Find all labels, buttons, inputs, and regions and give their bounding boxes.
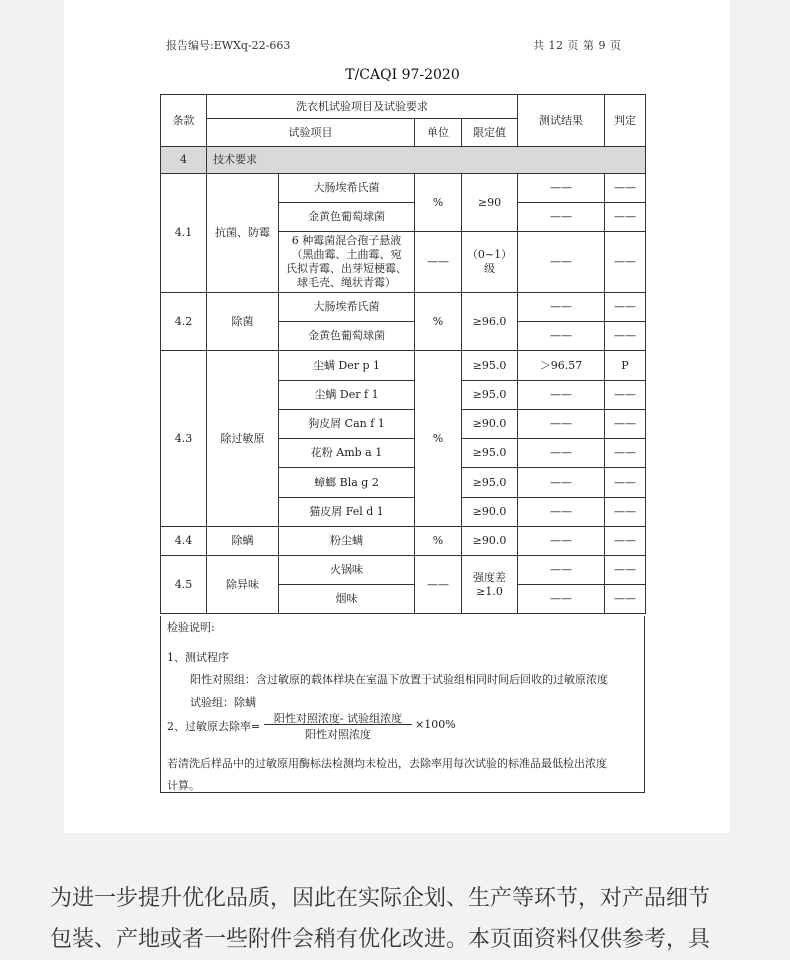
test-item: 粉尘螨 xyxy=(279,527,415,556)
table-header-row xyxy=(161,95,646,119)
verdict-cell: —— xyxy=(605,527,646,556)
item-header: 试验项目 xyxy=(207,119,415,147)
result-cell: —— xyxy=(518,585,605,614)
page-info: 共 12 页 第 9 页 xyxy=(533,39,622,52)
test-item: 花粉 Amb a 1 xyxy=(279,439,415,468)
test-item: 狗皮屑 Can f 1 xyxy=(279,410,415,439)
footer-disclaimer xyxy=(50,878,750,960)
verdict-cell: —— xyxy=(605,203,646,232)
verdict-cell: —— xyxy=(605,468,646,498)
result-cell: —— xyxy=(518,322,605,351)
unit-cell: % xyxy=(415,527,462,556)
clause-header: 条款 xyxy=(161,95,207,147)
result-cell: —— xyxy=(518,174,605,203)
verdict-cell: —— xyxy=(605,410,646,439)
clause-category: 除过敏原 xyxy=(207,351,279,527)
verdict-cell: —— xyxy=(605,498,646,527)
clause-category: 抗菌、防霉 xyxy=(207,174,279,293)
notes-remark-line-2: 计算。 xyxy=(167,779,200,792)
limit-cell: ≥95.0 xyxy=(462,381,518,410)
verdict-cell: —— xyxy=(605,293,646,322)
section-row xyxy=(161,147,646,174)
verdict-header: 判定 xyxy=(605,95,646,147)
verdict-cell: —— xyxy=(605,439,646,468)
unit-cell: % xyxy=(415,293,462,351)
limit-cell: ≥90.0 xyxy=(462,527,518,556)
test-requirements-table xyxy=(160,94,646,614)
limit-cell: ≥90.0 xyxy=(462,498,518,527)
document-title: T/CAQI 97-2020 xyxy=(345,67,460,83)
formula-numerator: 阳性对照浓度- 试验组浓度 xyxy=(273,712,403,725)
table-row xyxy=(161,293,646,322)
result-cell: —— xyxy=(518,293,605,322)
report-number: 报告编号:EWXq-22-663 xyxy=(166,39,291,52)
formula-suffix: ×100% xyxy=(415,718,456,731)
verdict-cell: —— xyxy=(605,556,646,585)
group-header: 洗衣机试验项目及试验要求 xyxy=(207,95,518,119)
clause-number: 4.2 xyxy=(161,293,207,351)
result-cell: ＞96.57 xyxy=(518,351,605,381)
verdict-cell: —— xyxy=(605,585,646,614)
formula-prefix: 2、过敏原去除率= xyxy=(167,720,261,733)
result-cell: —— xyxy=(518,232,605,293)
clause-category: 除螨 xyxy=(207,527,279,556)
test-item: 尘螨 Der f 1 xyxy=(279,381,415,410)
result-cell: —— xyxy=(518,410,605,439)
unit-cell: % xyxy=(415,351,462,527)
table-row xyxy=(161,527,646,556)
test-item: 尘螨 Der p 1 xyxy=(279,351,415,381)
result-cell: —— xyxy=(518,527,605,556)
section-title: 技术要求 xyxy=(207,147,646,174)
notes-step-1: 1、测试程序 xyxy=(167,651,229,664)
test-item-mold: 6 种霉菌混合孢子悬液 （黑曲霉、土曲霉、宛 氏拟青霉、出芽短梗霉、 球毛壳、绳状青霉） xyxy=(279,232,415,293)
unit-cell: —— xyxy=(415,556,462,614)
result-cell: —— xyxy=(518,381,605,410)
footer-line-1: 为进一步提升优化品质，因此在实际企划、生产等环节，对产品细节 xyxy=(50,886,711,911)
clause-number: 4.4 xyxy=(161,527,207,556)
test-item: 烟味 xyxy=(279,585,415,614)
notes-test-group: 试验组：除螨 xyxy=(190,696,256,709)
limit-cell: ≥95.0 xyxy=(462,351,518,381)
result-cell: —— xyxy=(518,498,605,527)
clause-number: 4.5 xyxy=(161,556,207,614)
unit-cell: % xyxy=(415,174,462,232)
test-item: 猫皮屑 Fel d 1 xyxy=(279,498,415,527)
limit-cell: ≥95.0 xyxy=(462,468,518,498)
limit-header: 限定值 xyxy=(462,119,518,147)
verdict-cell: —— xyxy=(605,232,646,293)
notes-positive-control: 阳性对照组：含过敏原的载体样块在室温下放置于试验组相同时间后回收的过敏原浓度 xyxy=(190,673,608,686)
inspection-notes xyxy=(160,616,645,793)
limit-cell: ≥95.0 xyxy=(462,439,518,468)
formula-denominator: 阳性对照浓度 xyxy=(305,728,371,741)
test-item: 蟑螂 Bla g 2 xyxy=(279,468,415,498)
limit-cell: 强度差 ≥1.0 xyxy=(462,556,518,614)
result-cell: —— xyxy=(518,439,605,468)
clause-number: 4.1 xyxy=(161,174,207,293)
result-header: 测试结果 xyxy=(518,95,605,147)
notes-remark-line-1: 若清洗后样品中的过敏原用酶标法检测均未检出，去除率用每次试验的标准品最低检出浓度 xyxy=(167,757,607,770)
result-cell: —— xyxy=(518,556,605,585)
limit-cell: ≥90.0 xyxy=(462,410,518,439)
result-cell: —— xyxy=(518,203,605,232)
section-number: 4 xyxy=(161,147,207,174)
verdict-cell: —— xyxy=(605,322,646,351)
test-item: 大肠埃希氏菌 xyxy=(279,174,415,203)
clause-category: 除异味 xyxy=(207,556,279,614)
unit-header: 单位 xyxy=(415,119,462,147)
clause-number: 4.3 xyxy=(161,351,207,527)
test-item: 金黄色葡萄球菌 xyxy=(279,203,415,232)
verdict-cell: —— xyxy=(605,174,646,203)
verdict-cell: P xyxy=(605,351,646,381)
clause-category: 除菌 xyxy=(207,293,279,351)
table-row xyxy=(161,174,646,203)
verdict-cell: —— xyxy=(605,381,646,410)
test-item: 火锅味 xyxy=(279,556,415,585)
table-row xyxy=(161,556,646,585)
limit-cell: （0~1） 级 xyxy=(462,232,518,293)
table-row xyxy=(161,351,646,381)
limit-cell: ≥90 xyxy=(462,174,518,232)
notes-title: 检验说明: xyxy=(167,621,215,634)
result-cell: —— xyxy=(518,468,605,498)
fraction-line xyxy=(264,724,412,725)
limit-cell: ≥96.0 xyxy=(462,293,518,351)
footer-line-2: 包装、产地或者一些附件会稍有优化改进。本页面资料仅供参考，具 xyxy=(50,927,711,952)
unit-cell: —— xyxy=(415,232,462,293)
test-item: 大肠埃希氏菌 xyxy=(279,293,415,322)
test-item: 金黄色葡萄球菌 xyxy=(279,322,415,351)
